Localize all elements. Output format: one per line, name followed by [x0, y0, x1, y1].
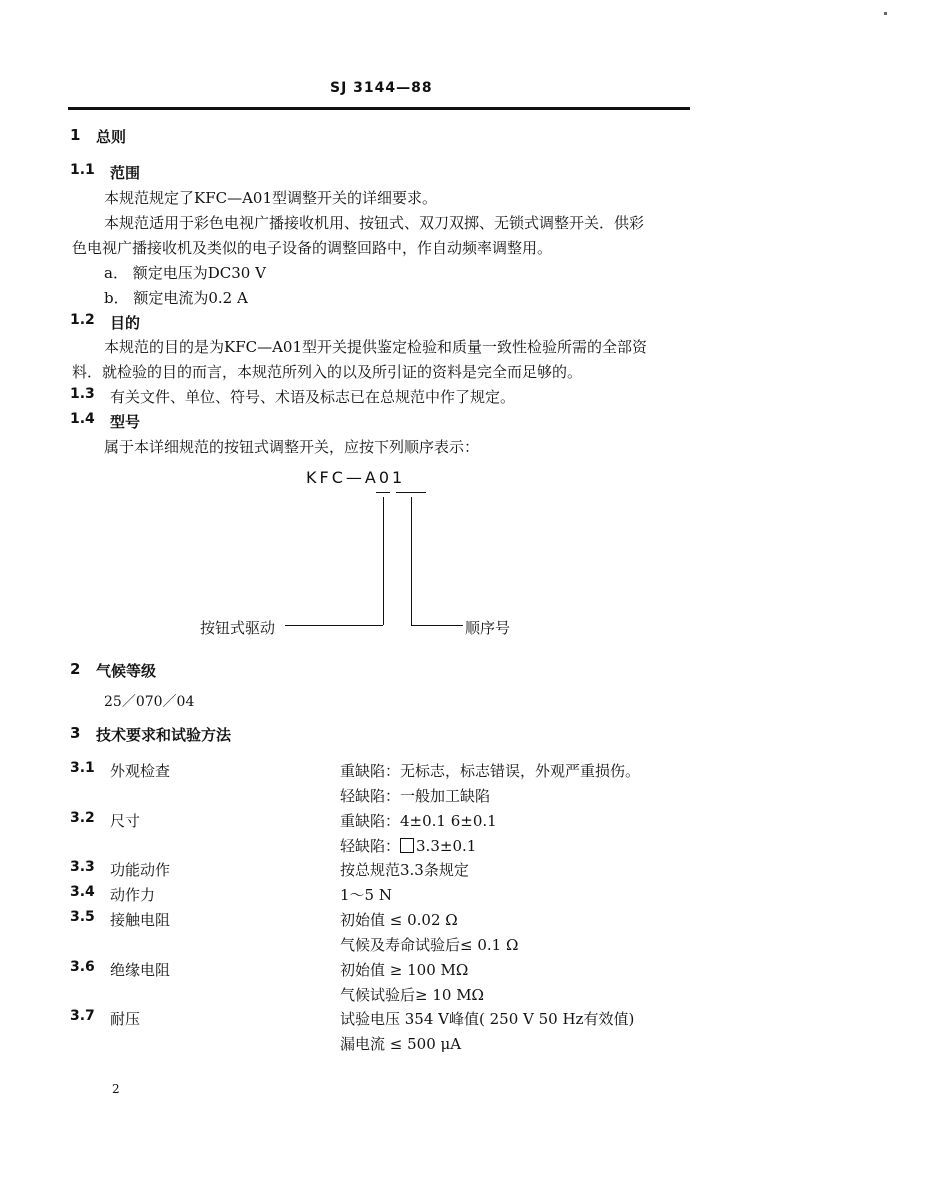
leader-right [411, 625, 463, 626]
row-number: 3.7 [70, 1008, 95, 1024]
leader-left [285, 625, 383, 626]
climate-category: 25／070／04 [104, 694, 195, 710]
sec1-2-para-line1: 本规范的目的是为KFC—A01型开关提供鉴定检验和质量一致性检验所需的全部资 [104, 338, 648, 356]
sec1-2-title: 目的 [110, 314, 141, 332]
model-designation: KFC—A01 [306, 468, 406, 487]
sec2-title: 气候等级 [96, 662, 157, 680]
sec1-number: 1 [70, 126, 81, 144]
sec1-1-para2-line1: 本规范适用于彩色电视广播接收机用、按钮式、双刀双掷、无锁式调整开关．供彩 [104, 214, 645, 232]
row-value: 重缺陷：无标志，标志错误，外观严重损伤。 [340, 762, 641, 780]
sec3-number: 3 [70, 724, 81, 742]
row-value-minor-size: 3.3±0.1 [416, 837, 477, 855]
row-value: 轻缺陷：一般加工缺陷 [340, 787, 491, 805]
row-value: 试验电压 354 V峰值( 250 V 50 Hz有效值) [340, 1010, 635, 1028]
row-value: 漏电流 ≤ 500 μA [340, 1035, 462, 1053]
sec1-4-number: 1.4 [70, 411, 95, 427]
row-name: 尺寸 [110, 812, 141, 830]
sec1-3-number: 1.3 [70, 386, 95, 402]
sec1-1-para1: 本规范规定了KFC—A01型调整开关的详细要求。 [104, 189, 438, 207]
sec1-1-item-b: b． 额定电流为0.2 A [104, 289, 248, 307]
sec1-1-title: 范围 [110, 164, 141, 182]
page-number: 2 [112, 1082, 120, 1096]
row-value: 初始值 ≤ 0.02 Ω [340, 911, 458, 929]
row-number: 3.5 [70, 909, 95, 925]
square-symbol [400, 838, 414, 853]
header-rule [68, 107, 690, 110]
connector-left [383, 497, 384, 625]
sec1-1-para2-line2: 色电视广播接收机及类似的电子设备的调整回路中，作自动频率调整用。 [72, 239, 553, 257]
sec1-1-number: 1.1 [70, 162, 95, 178]
document-code: SJ 3144—88 [330, 80, 433, 96]
row-name: 功能动作 [110, 861, 171, 879]
label-sequence-number: 顺序号 [465, 619, 511, 637]
sec3-title: 技术要求和试验方法 [96, 726, 232, 744]
row-value-minor [340, 835, 476, 856]
row-value: 1～5 N [340, 886, 392, 904]
row-name: 接触电阻 [110, 911, 171, 929]
model-underline-01 [396, 492, 426, 493]
row-number: 3.2 [70, 810, 95, 826]
row-name: 外观检查 [110, 762, 171, 780]
row-number: 3.3 [70, 859, 95, 875]
row-value: 气候及寿命试验后≤ 0.1 Ω [340, 936, 519, 954]
row-name: 耐压 [110, 1010, 141, 1028]
sec1-1-item-a: a． 额定电压为DC30 V [104, 264, 266, 282]
sec1-title: 总则 [96, 128, 127, 146]
label-button-drive: 按钮式驱动 [200, 619, 276, 637]
row-number: 3.1 [70, 760, 95, 776]
row-value: 重缺陷：4±0.1 6±0.1 [340, 812, 497, 830]
sec2-number: 2 [70, 660, 81, 678]
sec1-2-number: 1.2 [70, 312, 95, 328]
scan-speck [884, 12, 887, 15]
row-name: 动作力 [110, 886, 156, 904]
sec1-4-para: 属于本详细规范的按钮式调整开关，应按下列顺序表示： [104, 438, 480, 456]
sec1-4-title: 型号 [110, 413, 141, 431]
sec1-2-para-line2: 料．就检验的目的而言，本规范所列入的以及所引证的资料是完全而足够的。 [72, 363, 583, 381]
row-name: 绝缘电阻 [110, 961, 171, 979]
row-value: 初始值 ≥ 100 MΩ [340, 961, 469, 979]
model-underline-a [376, 492, 390, 493]
sec1-3-text: 有关文件、单位、符号、术语及标志已在总规范中作了规定。 [110, 388, 516, 406]
row-value: 气候试验后≥ 10 MΩ [340, 986, 484, 1004]
connector-right [411, 497, 412, 625]
row-number: 3.6 [70, 959, 95, 975]
row-value-minor-label: 轻缺陷： [340, 837, 401, 855]
row-number: 3.4 [70, 884, 95, 900]
row-value: 按总规范3.3条规定 [340, 861, 469, 879]
